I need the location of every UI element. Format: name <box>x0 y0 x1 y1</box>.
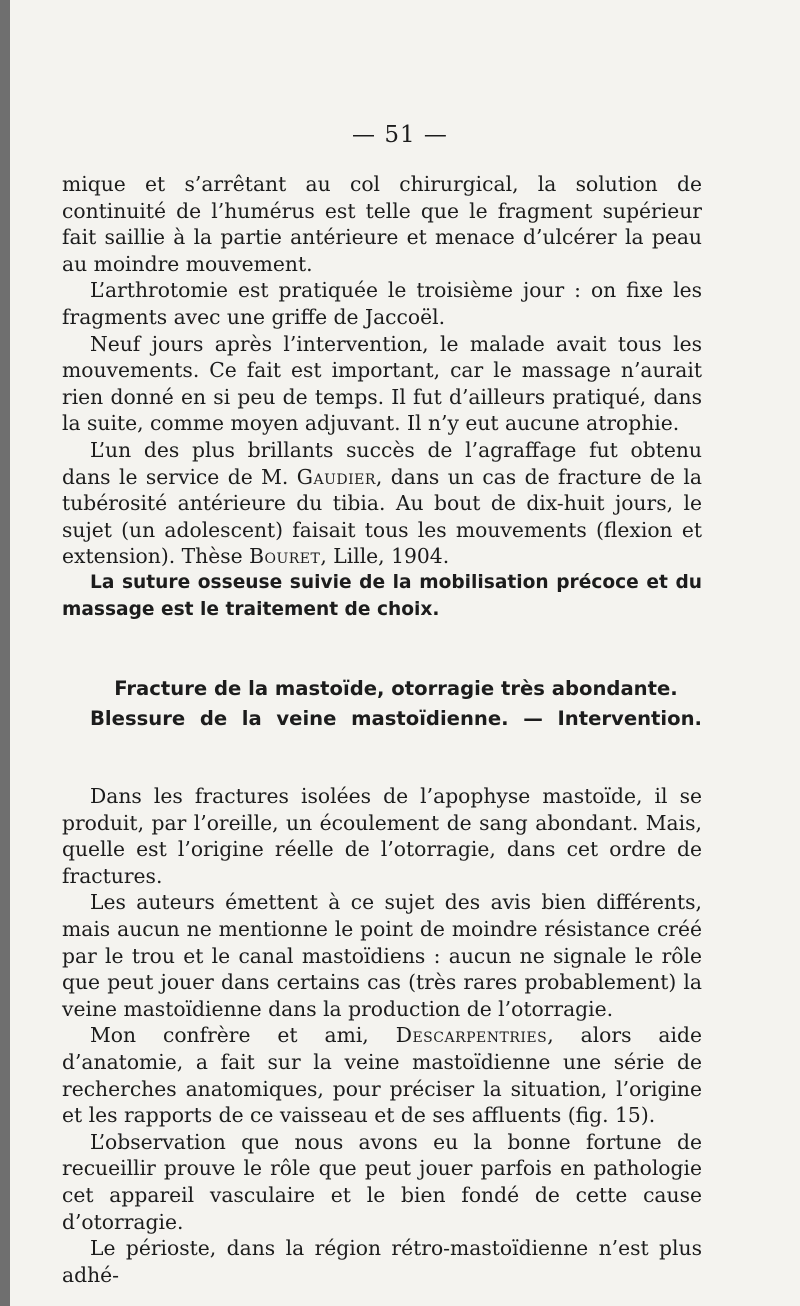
paragraph-3: Neuf jours après l’intervention, le malade avait tous les mouvements. Ce fait est important, car le massage n’aurait rien donné en si peu de temps. Il fut d’ailleurs pratiqué, dans la suite, comme moyen adjuvant. Il n’y eut aucune atrophie. <box>62 331 702 436</box>
page-number: — 51 — <box>352 122 448 148</box>
body-text <box>62 171 702 1288</box>
p4-text-middle: , dans un cas de fracture de la tubérosité antérieure du tibia. Au bout de dix-huit jours, le sujet (un adolescent) faisait tous les mouvements (flexion et extension). Thèse <box>62 464 702 569</box>
paragraph-1: mique et s’arrêtant au col chirurgical, la solution de continuité de l’humérus est telle que le fragment supérieur fait saillie à la partie antérieure et menace d’ulcérer la peau au moindre mouvement. <box>62 172 702 276</box>
author-name-gaudier: Gaudier <box>296 464 376 489</box>
paragraph-6: Dans les fractures isolées de l’apophyse mastoïde, il se produit, par l’oreille, un écoulement de sang abondant. Mais, quelle est l’origine réelle de l’otorragie, dans cet ordre de fractures. <box>62 784 702 888</box>
p4-text-after: , Lille, 1904. <box>320 544 450 569</box>
paragraph-7: Les auteurs émettent à ce sujet des avis bien différents, mais aucun ne mentionne le point de moindre résistance créé par le trou et le canal mastoïdiens : aucun ne signale le rôle que peut jouer dans certains cas (très rares probablement) la veine mastoïdienne dans la production de l’otorragie. <box>62 890 702 1021</box>
paragraph-10: Le périoste, dans la région rétro-mastoïdienne n’est plus adhé- <box>62 1236 702 1287</box>
section-heading-line-2: Blessure de la veine mastoïdienne. — Intervention. <box>90 707 702 731</box>
page-edge-shadow <box>0 0 10 1306</box>
section-heading-line-1: Fracture de la mastoïde, otorragie très abondante. <box>114 677 678 701</box>
paragraph-5-conclusion: La suture osseuse suivie de la mobilisation précoce et du massage est le traitement de choix. <box>62 571 702 620</box>
paragraph-4 <box>62 437 702 570</box>
p8-text-before: Mon confrère et ami, <box>90 1023 396 1048</box>
paragraph-2: L’arthrotomie est pratiquée le troisième jour : on fixe les fragments avec une griffe de Jaccoël. <box>62 278 702 329</box>
paragraph-8 <box>62 1022 702 1128</box>
author-name-descarpentries: Descarpentries <box>395 1023 548 1048</box>
p8-text-after: , alors aide d’anatomie, a fait sur la veine mastoïdienne une série de recherches anatomiques, pour préciser la situation, l’origine et les rapports de ce vaisseau et de ses affluents (fig. 15). <box>62 1023 702 1128</box>
author-name-bouret: Bouret <box>249 544 321 569</box>
p4-text-before: L’un des plus brillants succès de l’agraffage fut obtenu dans le service de M. <box>62 437 702 489</box>
paragraph-9: L’observation que nous avons eu la bonne fortune de recueillir prouve le rôle que peut jouer parfois en pathologie cet appareil vasculaire et le bien fondé de cette cause d’otorragie. <box>62 1129 702 1234</box>
